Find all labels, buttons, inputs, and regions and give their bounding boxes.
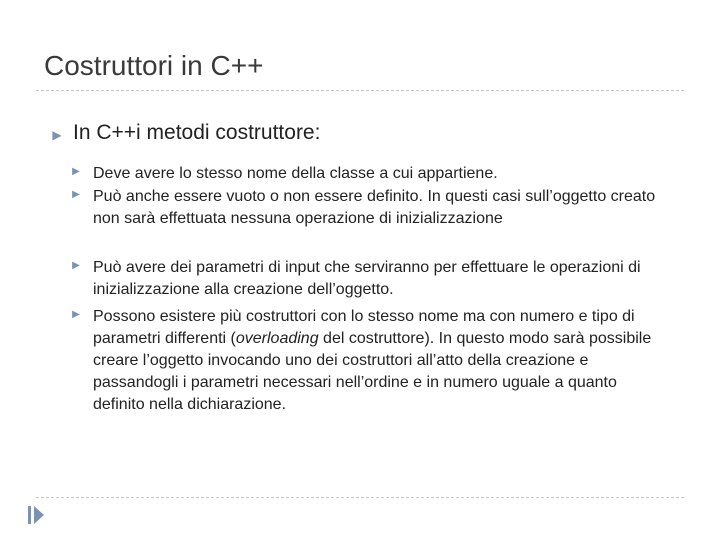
list-item (72, 306, 658, 416)
bullet-icon: ▶ (72, 166, 80, 177)
list-item-text-start: Possono esistere più costruttori con lo stesso nome ma con numero e tipo di parametri differenti ( (93, 308, 635, 347)
list-item-text: Deve avere lo stesso nome della classe a cui appartiene. (93, 165, 498, 182)
bullet-icon: ▶ (72, 189, 80, 200)
list-item (72, 257, 658, 301)
list-item-text: Può avere dei parametri di input che serviranno per effettuare le operazioni di inizializzazione alla creazione dell’oggetto. (93, 259, 641, 298)
list-item (72, 186, 658, 230)
overloading-term: overloading (235, 330, 319, 347)
footer-divider (36, 497, 684, 498)
main-point: In C++i metodi costruttore: (73, 121, 321, 144)
next-slide-icon[interactable] (34, 506, 44, 524)
list-item-text: Può anche essere vuoto o non essere definito. In questi casi sull’oggetto creato non sarà effettuata nessuna operazione di inizializzazione (93, 188, 656, 227)
slide-title: Costruttori in C++ (44, 50, 264, 81)
list-item-text-end: del costruttore). In questo modo sarà possibile creare l’oggetto invocando uno dei costruttori all’atto della creazione e passandogli i parametri necessari nell’ordine e in numero uguale a quanto definito nella dichiarazione. (93, 330, 652, 413)
bullet-icon: ▶ (72, 309, 80, 320)
bullet-icon: ▶ (52, 128, 62, 142)
bullet-icon: ▶ (72, 260, 80, 271)
title-divider (36, 90, 684, 91)
nav-bar-icon[interactable] (28, 506, 31, 524)
list-item (72, 163, 658, 185)
